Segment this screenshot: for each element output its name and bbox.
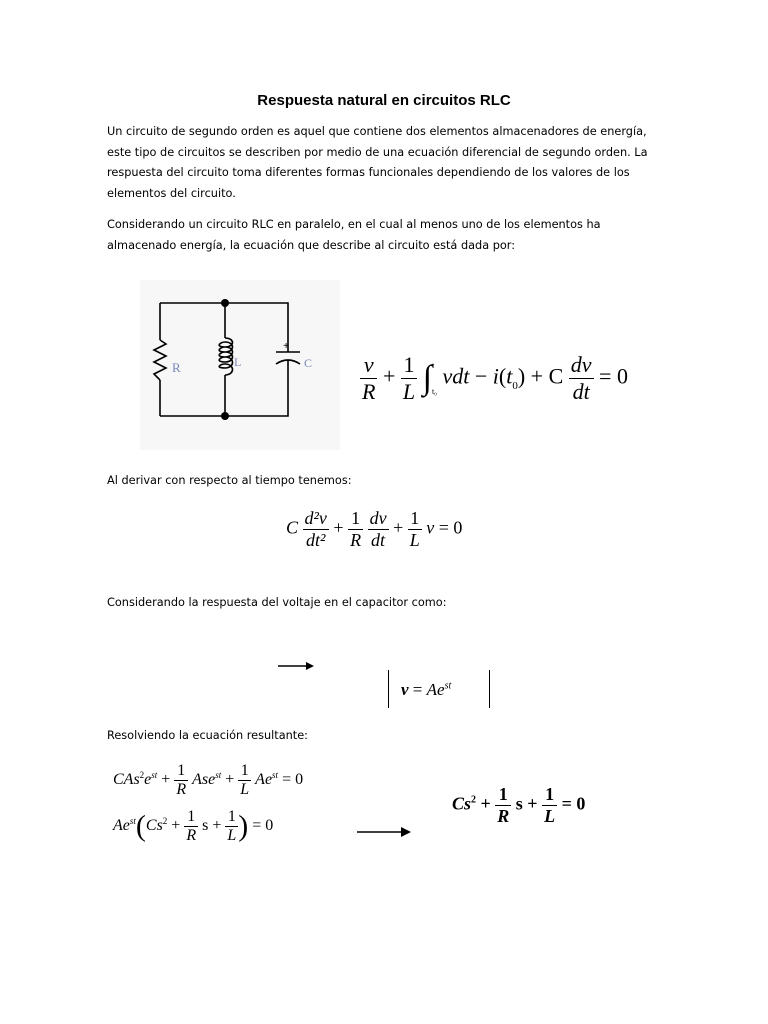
paragraph-line: almacenado energía, la ecuación que describe al circuito está dada por:	[107, 238, 516, 252]
polarity-sign: +	[283, 340, 290, 352]
integral-equation: $\frac{v}{R}$ + $\frac{1}{L}$ ∫ t t₀ vdt − $i(t_0) + C$ $\frac{dv}{dt}$ = 0	[362, 352, 628, 404]
paragraph-line: elementos del circuito.	[107, 186, 236, 200]
paragraph-line: Considerando un circuito RLC en paralelo, en el cual al menos uno de los elementos ha	[107, 218, 601, 231]
factored-equation: $Ae^{st}(Cs^2$ + $\frac{1}{R}$ s + $\frac{1}{L}$ ) = 0	[113, 808, 274, 844]
second-order-equation: C $\frac{\text{d²v}}{\text{dt²}}$ + $\frac{1}{R}$ $\frac{dv}{dt}$ + $\frac{1}{L}$ v = 0	[286, 508, 463, 550]
arrow-icon	[278, 660, 318, 672]
arrow-icon	[357, 825, 413, 839]
capacitor-label: C	[304, 356, 313, 370]
trial-solution: $v = Ae^{st}$	[401, 680, 452, 699]
solving-label: Resolviendo la ecuación resultante:	[107, 729, 308, 742]
intro-paragraph	[107, 122, 667, 204]
characteristic-equation: $Cs^2$ + $\frac{1}{R}$ s + $\frac{1}{L}$ = 0	[452, 784, 586, 826]
capacitor-label: Considerando la respuesta del voltaje en el capacitor como:	[107, 596, 447, 609]
expanded-equation: $CAs^2e^{st}$ + $\frac{1}{R}$ Ase$^{st}$ + $\frac{1}{L}$ $Ae^{st} = 0$	[113, 762, 304, 798]
resistor-label: R	[172, 360, 181, 375]
paragraph-line: Un circuito de segundo orden es aquel que contiene dos elementos almacenadores de energía,	[107, 125, 647, 138]
paragraph-line: este tipo de circuitos se describen por medio de una ecuación diferencial de segundo orden. La	[107, 145, 648, 159]
rlc-paragraph	[107, 215, 667, 256]
paragraph-line: respuesta del circuito toma diferentes formas funcionales dependiendo de los valores de los	[107, 166, 630, 179]
page-title: Respuesta natural en circuitos RLC	[257, 92, 511, 109]
bottom-node	[221, 412, 229, 420]
rlc-circuit-diagram	[140, 280, 340, 450]
top-node	[221, 299, 229, 307]
inductor-label: L	[234, 355, 242, 369]
trial-solution-box	[388, 670, 490, 708]
derivative-label: Al derivar con respecto al tiempo tenemos:	[107, 474, 352, 487]
